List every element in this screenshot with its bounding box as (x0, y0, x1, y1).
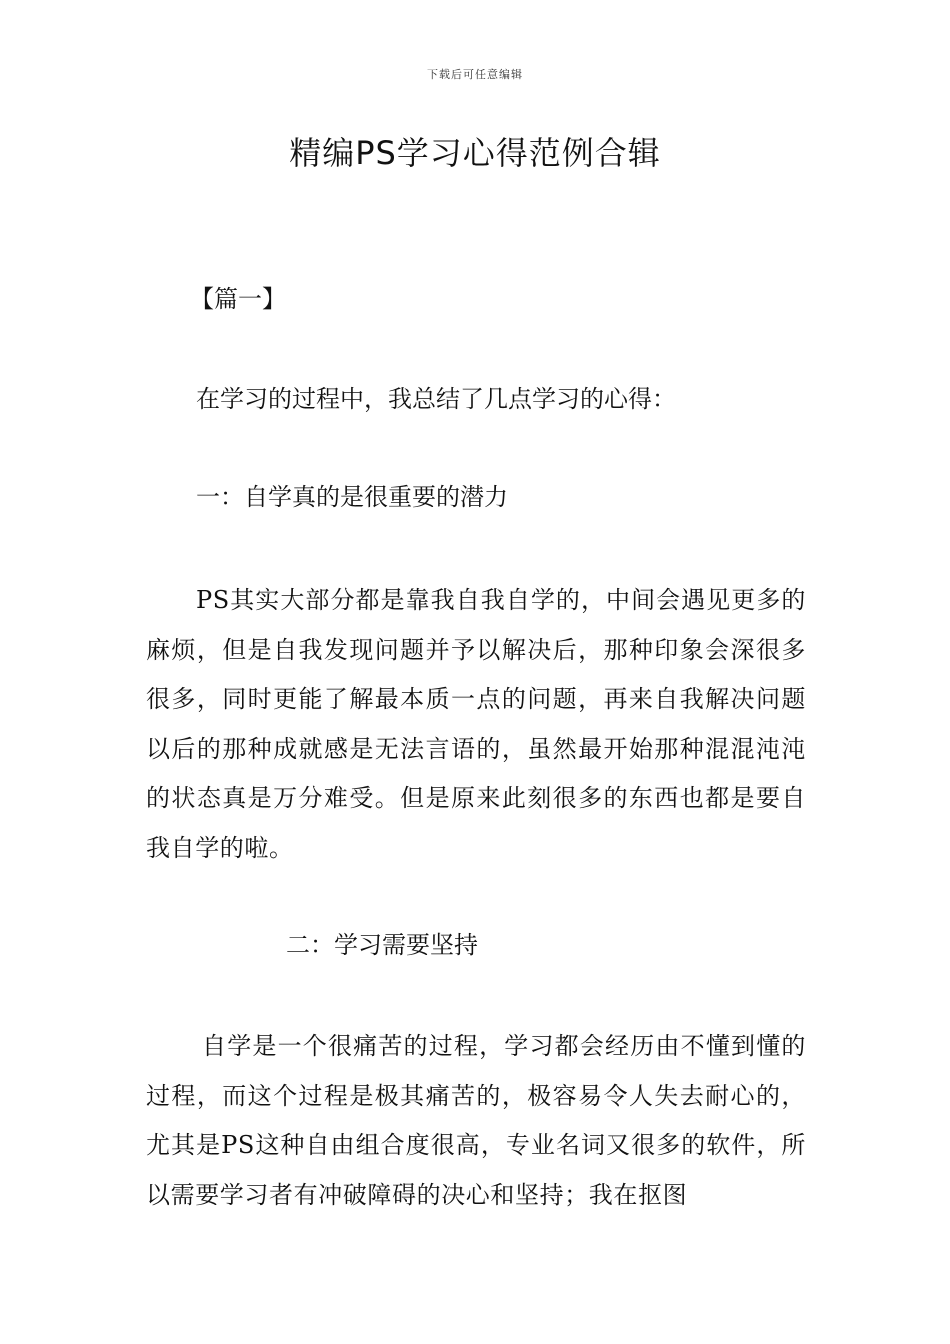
part-heading: 【篇一】 (190, 285, 286, 313)
section-paragraph-1: PS其实大部分都是靠我自我自学的，中间会遇见更多的麻烦，但是自我发现问题并予以解决后，那种印象会深很多很多，同时更能了解最本质一点的问题，再来自我解决问题以后的那种成就感是无法言语的，虽然最开始那种混混沌沌的状态真是万分难受。但是原来此刻很多的东西也都是要自我自学的啦。 (146, 586, 806, 862)
intro-line: 在学习的过程中，我总结了几点学习的心得： (196, 385, 676, 413)
section-title-1: 一：自学真的是很重要的潜力 (196, 483, 508, 511)
section-title-2: 二：学习需要坚持 (286, 931, 478, 959)
header-note: 下载后可任意编辑 (427, 68, 523, 81)
section-paragraph-2: 自学是一个很痛苦的过程，学习都会经历由不懂到懂的过程，而这个过程是极其痛苦的，极容易令人失去耐心的，尤其是PS这种自由组合度很高，专业名词又很多的软件，所以需要学习者有冲破障碍的决心和坚持；我在抠图 (146, 1032, 806, 1209)
document-title: 精编PS学习心得范例合辑 (289, 134, 661, 172)
